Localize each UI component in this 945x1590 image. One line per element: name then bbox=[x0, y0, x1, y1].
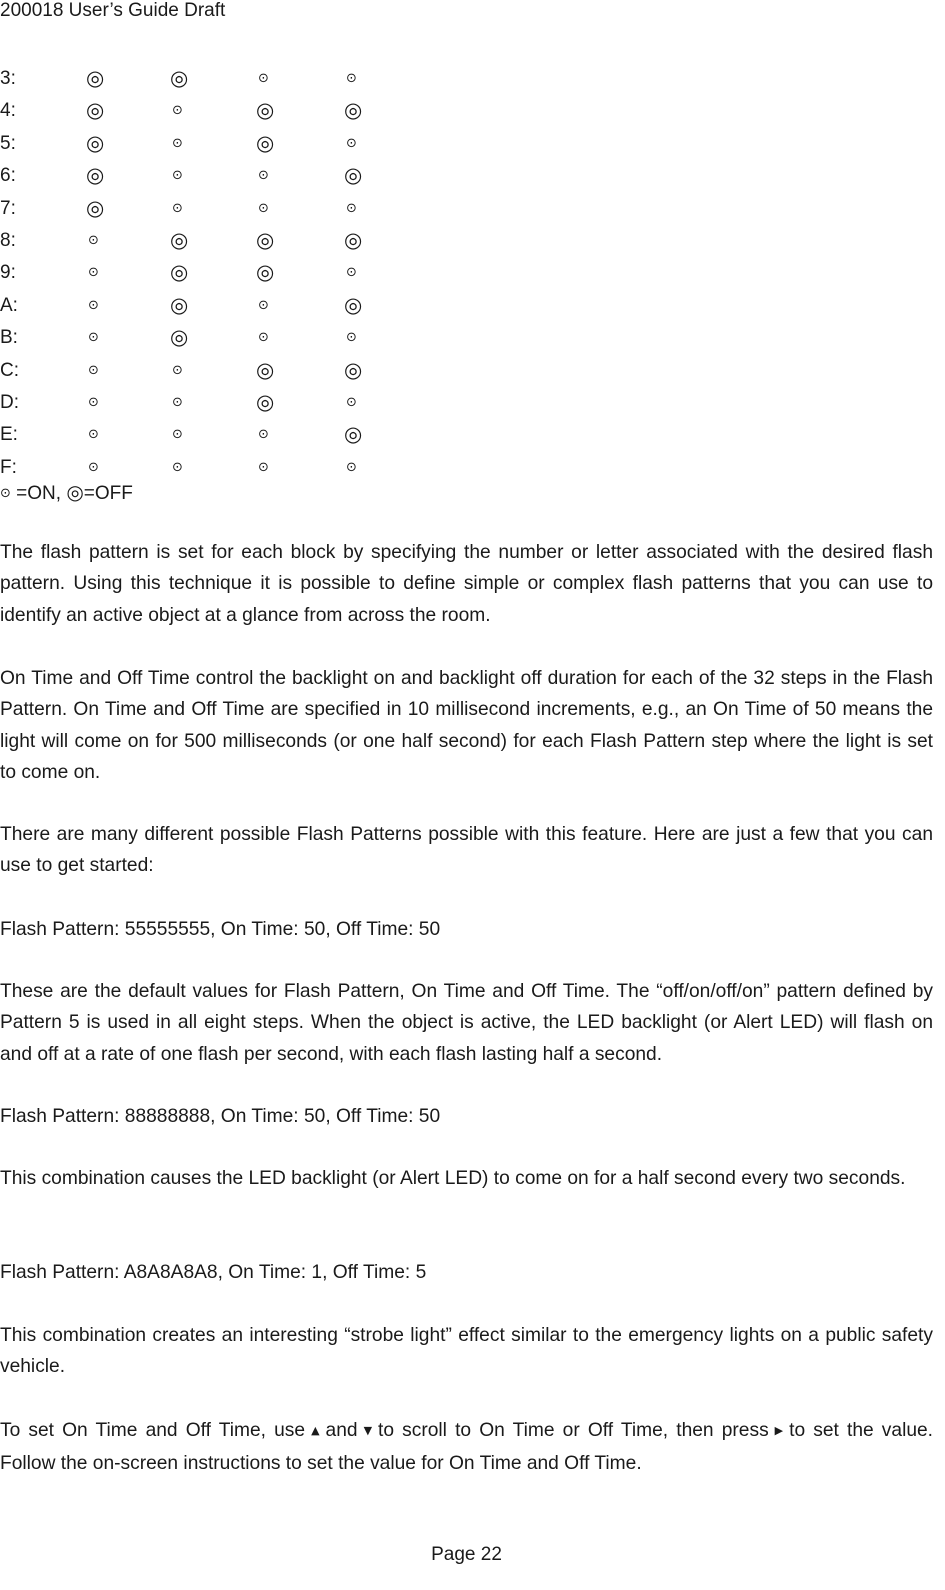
off-symbol-icon: ◎ bbox=[86, 163, 105, 188]
on-symbol-icon: ⊙ bbox=[0, 486, 11, 501]
right-arrow-icon: ▶ bbox=[774, 1424, 784, 1437]
pattern-row-label: 3: bbox=[0, 68, 16, 89]
on-symbol-icon: ⊙ bbox=[88, 265, 99, 281]
on-symbol-icon: ⊙ bbox=[88, 362, 99, 378]
example-1-title: Flash Pattern: 55555555, On Time: 50, Off Time: 50 bbox=[0, 919, 441, 940]
off-symbol-icon: ◎ bbox=[344, 292, 363, 317]
off-symbol-icon: ◎ bbox=[170, 325, 189, 350]
off-symbol-icon: ◎ bbox=[344, 163, 363, 188]
pattern-row-label: E: bbox=[0, 424, 18, 446]
on-symbol-icon: ⊙ bbox=[258, 200, 269, 216]
off-symbol-icon: ◎ bbox=[256, 98, 275, 123]
off-symbol-icon: ◎ bbox=[170, 260, 189, 285]
pattern-row-label: 6: bbox=[0, 165, 16, 187]
off-symbol-icon: ◎ bbox=[170, 66, 189, 90]
pattern-row-label: B: bbox=[0, 327, 18, 349]
on-symbol-icon: ⊙ bbox=[346, 265, 357, 281]
page-header: 200018 User’s Guide Draft bbox=[0, 0, 226, 21]
off-symbol-icon: ◎ bbox=[344, 98, 363, 123]
on-symbol-icon: ⊙ bbox=[172, 135, 183, 151]
pattern-row-label: 5: bbox=[0, 132, 16, 154]
example-3-title: Flash Pattern: A8A8A8A8, On Time: 1, Off Time: 5 bbox=[0, 1262, 427, 1283]
down-arrow-icon: ▼ bbox=[363, 1424, 373, 1437]
instruction-part-2: to scroll to On Time or Off Time, then press bbox=[378, 1420, 769, 1441]
off-symbol-icon: ◎ bbox=[86, 98, 105, 123]
on-symbol-icon: ⊙ bbox=[346, 330, 357, 346]
pattern-row-label: 8: bbox=[0, 229, 16, 251]
on-symbol-icon: ⊙ bbox=[258, 330, 269, 346]
on-symbol-icon: ⊙ bbox=[258, 427, 269, 443]
pattern-row-label: 7: bbox=[0, 197, 16, 219]
on-symbol-icon: ⊙ bbox=[172, 103, 183, 119]
legend-off-text: =OFF bbox=[83, 483, 133, 504]
off-symbol-icon: ◎ bbox=[170, 227, 189, 252]
pattern-row-label: F: bbox=[0, 456, 17, 478]
on-symbol-icon: ⊙ bbox=[88, 427, 99, 443]
pattern-row-label: A: bbox=[0, 294, 18, 316]
off-symbol-icon: ◎ bbox=[256, 389, 275, 414]
example-3-description: This combination creates an interesting “strobe light” effect similar to the emergency lights on a public safety vehicle. bbox=[0, 1325, 933, 1378]
instruction-part-1: To set On Time and Off Time, use bbox=[0, 1420, 306, 1441]
pattern-row-label: C: bbox=[0, 359, 19, 381]
off-symbol-icon: ◎ bbox=[256, 227, 275, 252]
pattern-row-label: 9: bbox=[0, 262, 16, 284]
instruction-part-3: to set the value. Follow the on-screen instructions to set the value for On Time and Off Time. bbox=[0, 1420, 934, 1475]
up-arrow-icon: ▲ bbox=[311, 1424, 320, 1437]
on-symbol-icon: ⊙ bbox=[88, 394, 99, 410]
on-symbol-icon: ⊙ bbox=[172, 394, 183, 410]
on-symbol-icon: ⊙ bbox=[346, 135, 357, 151]
off-symbol-icon: ◎ bbox=[256, 260, 275, 285]
on-symbol-icon: ⊙ bbox=[172, 427, 183, 443]
on-symbol-icon: ⊙ bbox=[88, 232, 99, 248]
off-symbol-icon: ◎ bbox=[170, 292, 189, 317]
example-2-description: This combination causes the LED backlight (or Alert LED) to come on for a half second every two seconds. bbox=[0, 1168, 906, 1189]
instruction-and: and bbox=[325, 1420, 358, 1441]
on-symbol-icon: ⊙ bbox=[88, 297, 99, 313]
off-symbol-icon: ◎ bbox=[256, 130, 275, 155]
on-symbol-icon: ⊙ bbox=[346, 200, 357, 216]
pattern-row-label: 4: bbox=[0, 100, 16, 122]
on-symbol-icon: ⊙ bbox=[346, 459, 357, 475]
on-symbol-icon: ⊙ bbox=[258, 297, 269, 313]
paragraph-set-times bbox=[0, 1415, 933, 1480]
on-symbol-icon: ⊙ bbox=[172, 459, 183, 475]
off-symbol-icon: ◎ bbox=[86, 195, 105, 220]
legend-on-text: =ON, bbox=[10, 483, 67, 504]
off-symbol-icon: ◎ bbox=[344, 357, 363, 382]
off-symbol-icon: ◎ bbox=[66, 480, 84, 504]
on-symbol-icon: ⊙ bbox=[258, 168, 269, 184]
on-symbol-icon: ⊙ bbox=[258, 459, 269, 475]
paragraph-flash-pattern: The flash pattern is set for each block by specifying the number or letter associated with the desired flash pattern. Using this technique it is possible to define simple or complex flash patterns that you can use to identify an active object at a glance from across the room. bbox=[0, 542, 933, 626]
paragraph-on-off-time: On Time and Off Time control the backlight on and backlight off duration for each of the 32 steps in the Flash Pattern. On Time and Off Time are specified in 10 millisecond increments, e.g., an On Time of 50 means the light will come on for 500 milliseconds (or one half second) for each Flash Pattern step where the light is set to come on. bbox=[0, 668, 933, 784]
paragraph-many-patterns: There are many different possible Flash Patterns possible with this feature. Here are just a few that you can use to get started: bbox=[0, 824, 933, 877]
off-symbol-icon: ◎ bbox=[344, 422, 363, 447]
example-2-title: Flash Pattern: 88888888, On Time: 50, Off Time: 50 bbox=[0, 1106, 441, 1127]
on-symbol-icon: ⊙ bbox=[172, 362, 183, 378]
on-symbol-icon: ⊙ bbox=[346, 394, 357, 410]
on-symbol-icon: ⊙ bbox=[172, 200, 183, 216]
pattern-row-label: D: bbox=[0, 391, 19, 413]
legend bbox=[0, 480, 133, 505]
example-1-description: These are the default values for Flash Pattern, On Time and Off Time. The “off/on/off/on” pattern defined by Pattern 5 is used in all eight steps. When the object is active, the LED backlight (or Alert LED) will flash on and off at a rate of one flash per second, with each flash lasting half a second. bbox=[0, 981, 933, 1065]
off-symbol-icon: ◎ bbox=[86, 66, 105, 90]
on-symbol-icon: ⊙ bbox=[88, 459, 99, 475]
on-symbol-icon: ⊙ bbox=[172, 168, 183, 184]
on-symbol-icon: ⊙ bbox=[346, 71, 357, 86]
page-number: Page 22 bbox=[431, 1544, 502, 1565]
on-symbol-icon: ⊙ bbox=[88, 330, 99, 346]
off-symbol-icon: ◎ bbox=[344, 227, 363, 252]
off-symbol-icon: ◎ bbox=[256, 357, 275, 382]
off-symbol-icon: ◎ bbox=[86, 130, 105, 155]
on-symbol-icon: ⊙ bbox=[258, 71, 269, 86]
